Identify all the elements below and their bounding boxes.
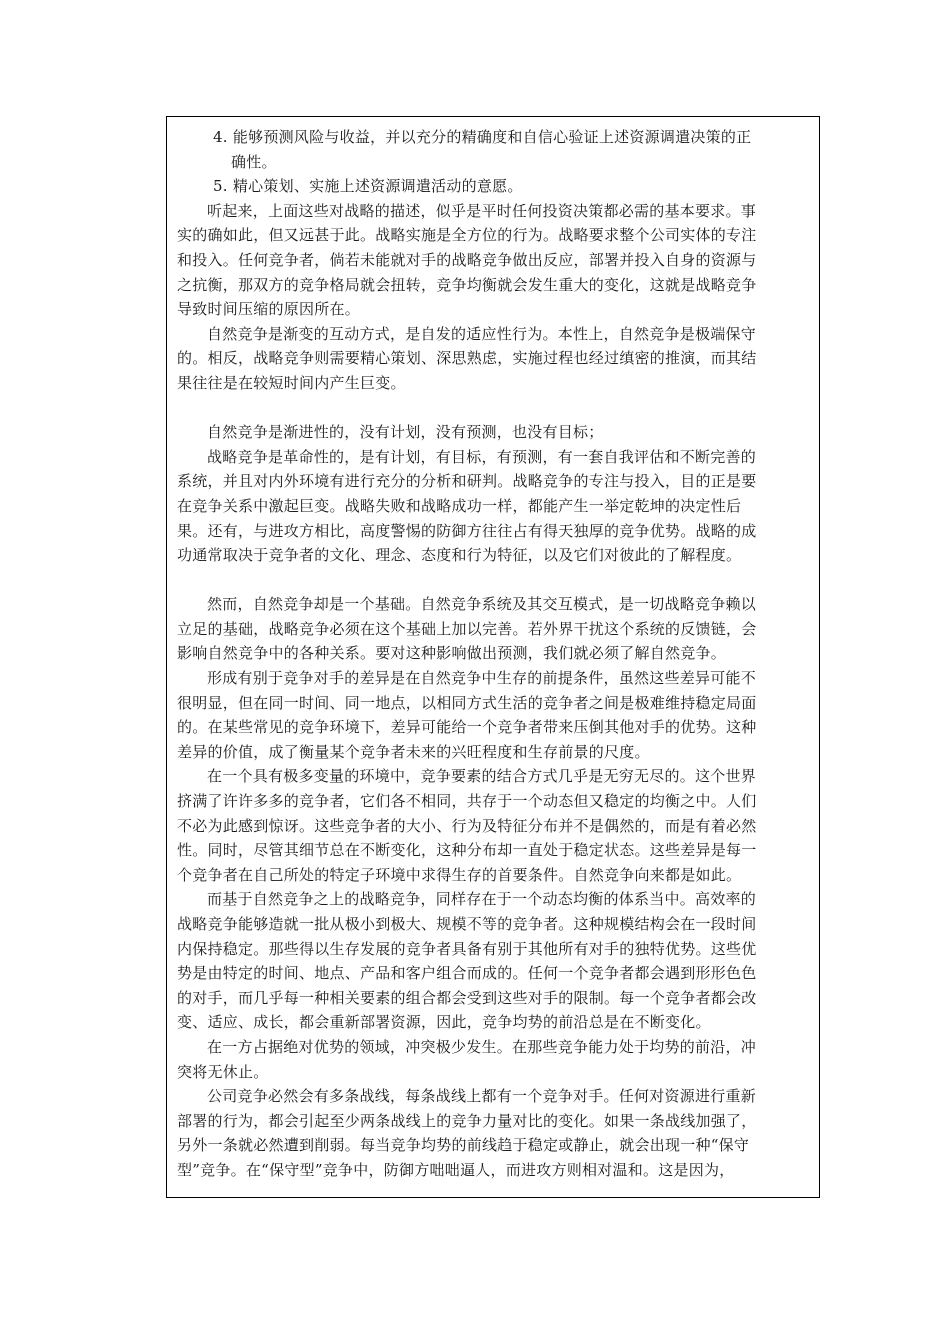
paragraph — [177, 666, 811, 764]
paragraph-line: 自然竞争是渐进性的，没有计划，没有预测，也没有目标； — [207, 423, 604, 442]
list-item-line: 确性。 — [231, 152, 277, 171]
paragraph-line: 在一个具有极多变量的环境中，竞争要素的结合方式几乎是无穷无尽的。这个世界 — [207, 767, 757, 786]
paragraph-line: 性。同时，尽管其细节总在不断变化，这种分布却一直处于稳定状态。这些差异是每一 — [177, 841, 757, 860]
paragraph-line: 突将无休止。 — [177, 1062, 269, 1081]
paragraph-line: 形成有别于竞争对手的差异是在自然竞争中生存的前提条件，虽然这些差异可能不 — [207, 669, 757, 688]
paragraph-line: 和投入。任何竞争者，倘若未能就对手的战略竞争做出反应，部署并投入自身的资源与 — [177, 250, 757, 269]
list-item-line: 4. 能够预测风险与收益，并以充分的精确度和自信心验证上述资源调遣决策的正 — [213, 128, 752, 146]
list-item-4 — [177, 125, 811, 174]
paragraph-line: 在一方占据绝对优势的领域，冲突极少发生。在那些竞争能力处于均势的前沿，冲 — [207, 1037, 757, 1056]
paragraph-line: 战略竞争是革命性的，是有计划，有目标，有预测，有一套自我评估和不断完善的 — [207, 447, 757, 466]
paragraph — [177, 199, 811, 322]
paragraph-line: 型”竞争。在“保守型”竞争中，防御方咄咄逼人，而进攻方则相对温和。这是因为， — [177, 1160, 735, 1179]
paragraph — [177, 445, 811, 568]
paragraph-line: 功通常取决于竞争者的文化、理念、态度和行为特征，以及它们对彼此的了解程度。 — [177, 546, 742, 565]
paragraph-line: 果往往是在较短时间内产生巨变。 — [177, 373, 406, 392]
blank-line — [177, 396, 811, 421]
paragraph — [177, 592, 811, 666]
paragraph-line: 挤满了许许多多的竞争者，它们各不相同，共存于一个动态但又稳定的均衡之中。人们 — [177, 792, 757, 811]
paragraph-line: 不必为此感到惊讶。这些竞争者的大小、行为及特征分布并不是偶然的，而是有着必然 — [177, 816, 757, 835]
paragraph-line: 的。相反，战略竞争则需要精心策划、深思熟虑，实施过程也经过缜密的推演，而其结 — [177, 349, 757, 368]
paragraph-line: 而基于自然竞争之上的战略竞争，同样存在于一个动态均衡的体系当中。高效率的 — [207, 890, 757, 909]
paragraph-line: 导致时间压缩的原因所在。 — [177, 300, 361, 319]
paragraph-line: 部署的行为，都会引起至少两条战线上的竞争力量对比的变化。如果一条战线加强了， — [177, 1111, 757, 1130]
text-frame — [166, 116, 820, 1198]
list-item-5 — [177, 174, 811, 199]
paragraph — [177, 420, 811, 445]
paragraph-line: 另外一条就必然遭到削弱。每当竞争均势的前线趋于稳定或静止，就会出现一种“保守 — [177, 1136, 750, 1155]
paragraph-line: 系统，并且对内外环境有进行充分的分析和研判。战略竞争的专注与投入，目的正是要 — [177, 472, 757, 491]
paragraph-line: 果。还有，与进攻方相比，高度警惕的防御方往往占有得天独厚的竞争优势。战略的成 — [177, 521, 757, 540]
paragraph-line: 听起来，上面这些对战略的描述，似乎是平时任何投资决策都必需的基本要求。事 — [207, 201, 757, 220]
paragraph-line: 自然竞争是渐变的互动方式，是自发的适应性行为。本性上，自然竞争是极端保守 — [207, 324, 757, 343]
paragraph — [177, 887, 811, 1035]
paragraph-line: 很明显，但在同一时间、同一地点，以相同方式生活的竞争者之间是极难维持稳定局面 — [177, 693, 757, 712]
paragraph-line: 然而，自然竞争却是一个基础。自然竞争系统及其交互模式，是一切战略竞争赖以 — [207, 595, 757, 614]
paragraph-line: 之抗衡，那双方的竞争格局就会扭转，竞争均衡就会发生重大的变化，这就是战略竞争 — [177, 275, 757, 294]
paragraph-line: 个竞争者在自己所处的特定子环境中求得生存的首要条件。自然竞争向来都是如此。 — [177, 865, 742, 884]
paragraph-line: 差异的价值，成了衡量某个竞争者未来的兴旺程度和生存前景的尺度。 — [177, 742, 650, 761]
paragraph-line: 在竞争关系中激起巨变。战略失败和战略成功一样，都能产生一举定乾坤的决定性后 — [177, 496, 742, 515]
paragraph-line: 立足的基础，战略竞争必须在这个基础上加以完善。若外界干扰这个系统的反馈链，会 — [177, 619, 757, 638]
paragraph-line: 的。在某些常见的竞争环境下，差异可能给一个竞争者带来压倒其他对手的优势。这种 — [177, 718, 757, 737]
paragraph-line: 内保持稳定。那些得以生存发展的竞争者具备有别于其他所有对手的独特优势。这些优 — [177, 939, 757, 958]
paragraph-line: 公司竞争必然会有多条战线，每条战线上都有一个竞争对手。任何对资源进行重新 — [207, 1087, 757, 1106]
paragraph-line: 实的确如此，但又远甚于此。战略实施是全方位的行为。战略要求整个公司实体的专注 — [177, 226, 757, 245]
paragraph — [177, 322, 811, 396]
paragraph-line: 的对手，而几乎每一种相关要素的组合都会受到这些对手的限制。每一个竞争者都会改 — [177, 988, 757, 1007]
paragraph — [177, 1084, 811, 1182]
blank-line — [177, 568, 811, 593]
paragraph-line: 变、适应、成长，都会重新部署资源，因此，竞争均势的前沿总是在不断变化。 — [177, 1013, 711, 1032]
paragraph — [177, 1035, 811, 1084]
paragraph-line: 影响自然竞争中的各种关系。要对这种影响做出预测，我们就必须了解自然竞争。 — [177, 644, 727, 663]
paragraph-line: 势是由特定的时间、地点、产品和客户组合而成的。任何一个竞争者都会遇到形形色色 — [177, 964, 757, 983]
paragraph-line: 战略竞争能够造就一批从极小到极大、规模不等的竞争者。这种规模结构会在一段时间 — [177, 915, 757, 933]
list-item-line: 5. 精心策划、实施上述资源调遣活动的意愿。 — [213, 177, 523, 196]
paragraph — [177, 764, 811, 887]
